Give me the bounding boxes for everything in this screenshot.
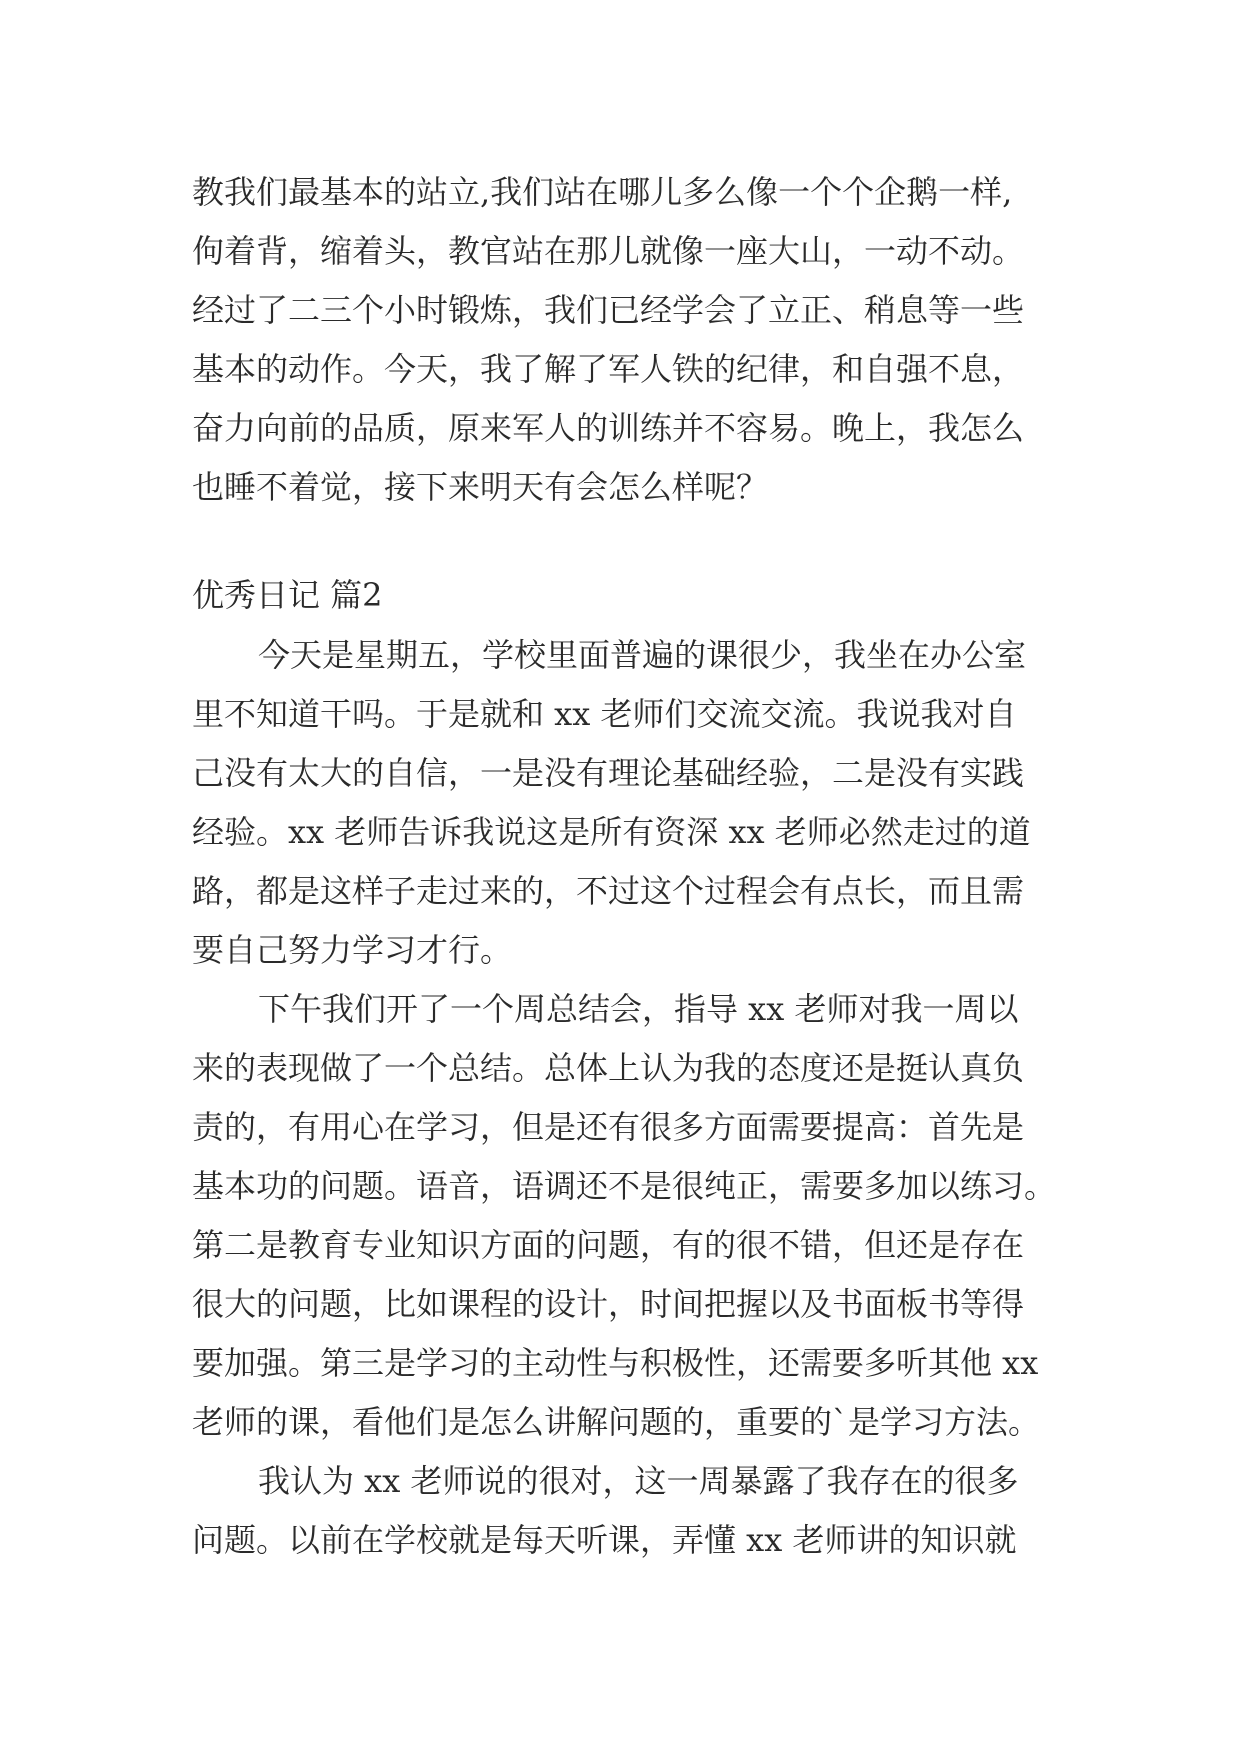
paragraph-3 xyxy=(192,980,1092,1452)
text-line: 很大的问题，比如课程的设计，时间把握以及书面板书等得 xyxy=(192,1285,1025,1323)
text-line: 里不知道干吗。于是就和 xx 老师们交流交流。我说我对自 xyxy=(192,695,1017,733)
text-line: 基本功的问题。语音，语调还不是很纯正，需要多加以练习。 xyxy=(192,1167,1057,1205)
text-line: 教我们最基本的站立,我们站在哪儿多么像一个个企鹅一样, xyxy=(192,173,1013,211)
text-line: 己没有太大的自信，一是没有理论基础经验，二是没有实践 xyxy=(192,754,1025,792)
text-line: 奋力向前的品质，原来军人的训练并不容易。晚上，我怎么 xyxy=(192,409,1025,447)
paragraph-4 xyxy=(192,1452,1092,1570)
text-line: 问题。以前在学校就是每天听课，弄懂 xx 老师讲的知识就 xyxy=(192,1521,1017,1559)
text-line: 路，都是这样子走过来的，不过这个过程会有点长，而且需 xyxy=(192,872,1025,910)
text-line: 佝着背，缩着头，教官站在那儿就像一座大山，一动不动。 xyxy=(192,232,1025,270)
text-line: 我认为 xx 老师说的很对，这一周暴露了我存在的很多 xyxy=(258,1462,1019,1500)
body-text xyxy=(192,626,1092,1570)
text-line: 责的，有用心在学习，但是还有很多方面需要提高：首先是 xyxy=(192,1108,1025,1146)
text-line: 来的表现做了一个总结。总体上认为我的态度还是挺认真负 xyxy=(192,1049,1025,1087)
text-line: 基本的动作。今天，我了解了军人铁的纪律，和自强不息， xyxy=(192,350,1025,388)
text-line: 老师的课，看他们是怎么讲解问题的，重要的`是学习方法。 xyxy=(192,1403,1041,1441)
text-line: 也睡不着觉，接下来明天有会怎么样呢？ xyxy=(192,468,769,506)
text-line: 今天是星期五，学校里面普遍的课很少，我坐在办公室 xyxy=(258,636,1027,674)
section-heading xyxy=(192,566,1092,625)
section-heading-text: 优秀日记 篇2 xyxy=(192,576,383,614)
paragraph-1 xyxy=(192,163,1092,517)
text-line: 第二是教育专业知识方面的问题，有的很不错，但还是存在 xyxy=(192,1226,1025,1264)
text-line: 要自己努力学习才行。 xyxy=(192,931,513,969)
text-line: 要加强。第三是学习的主动性与积极性，还需要多听其他 xx xyxy=(192,1344,1039,1382)
text-line: 下午我们开了一个周总结会，指导 xx 老师对我一周以 xyxy=(258,990,1019,1028)
paragraph-2 xyxy=(192,626,1092,980)
text-line: 经验。xx 老师告诉我说这是所有资深 xx 老师必然走过的道 xyxy=(192,813,1031,851)
text-line: 经过了二三个小时锻炼，我们已经学会了立正、稍息等一些 xyxy=(192,291,1025,329)
